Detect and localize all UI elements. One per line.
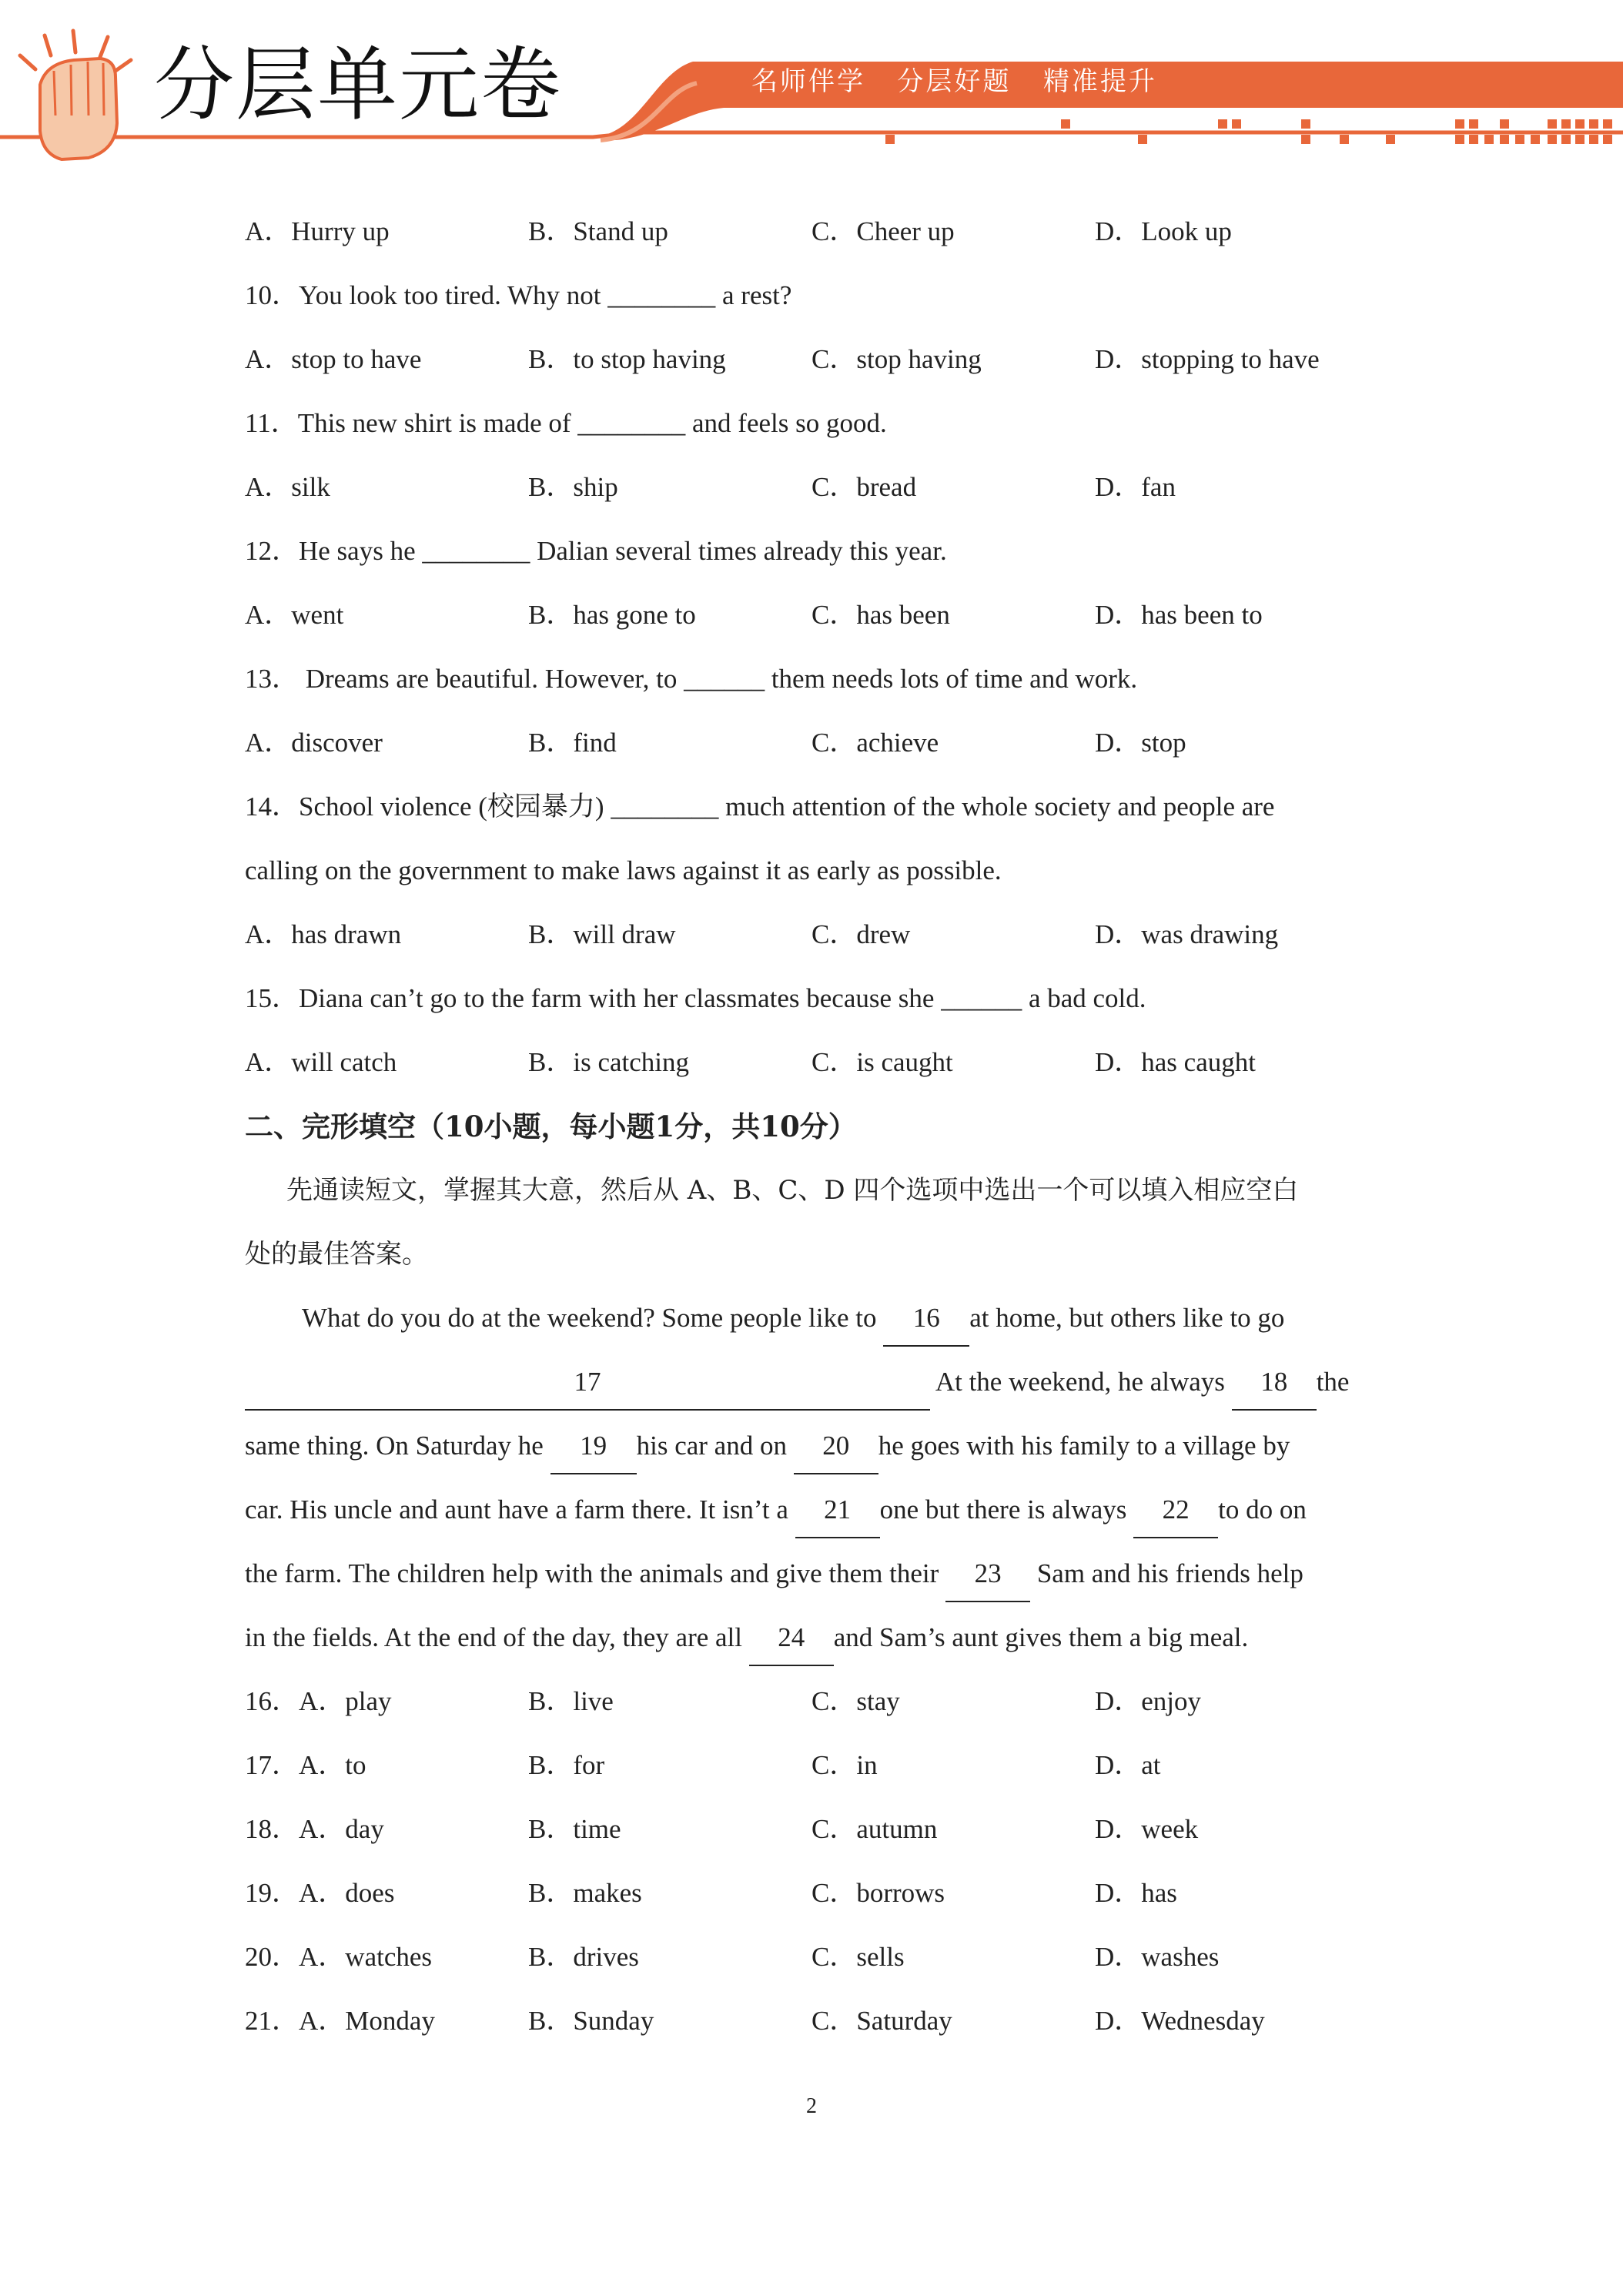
- option-b: B．Sunday: [528, 2006, 654, 2036]
- answer-blank: ________: [577, 408, 686, 438]
- option-a: [245, 1930, 528, 1994]
- option-a: A．has drawn: [245, 919, 402, 949]
- cloze-blank-22: 22: [1133, 1483, 1218, 1538]
- passage-text: one but there is always: [879, 1494, 1134, 1525]
- option-a: [245, 1675, 528, 1739]
- question-number: 18．: [245, 1814, 300, 1844]
- option-text: A．day: [299, 1814, 384, 1844]
- option-a: [245, 1802, 528, 1866]
- option-a: A．stop to have: [245, 344, 422, 374]
- option-c: C．Saturday: [812, 2006, 952, 2036]
- section-2-title: 二、完形填空（10小题，每小题1分，共10分）: [245, 1110, 857, 1143]
- brand-title: 分层单元卷: [154, 38, 563, 132]
- question-number: 21．: [245, 2006, 300, 2036]
- question-15: [245, 972, 1384, 1036]
- passage-line-2: [245, 1355, 1384, 1419]
- question-number: 19．: [245, 1878, 300, 1908]
- question-number: 17．: [245, 1750, 300, 1780]
- option-c: C．bread: [812, 472, 917, 502]
- question-text: 13． Dreams are beautiful. However, to: [245, 664, 684, 694]
- passage-text: the: [1316, 1367, 1350, 1397]
- section-2-instruction-cont: 处的最佳答案。: [245, 1239, 428, 1270]
- question-number: 20．: [245, 1942, 300, 1972]
- option-d: D．week: [1095, 1814, 1199, 1844]
- question-14-line2: calling on the government to make laws against it as early as possible.: [245, 855, 1002, 885]
- option-c: C．drew: [812, 919, 911, 949]
- option-text: A．does: [299, 1878, 395, 1908]
- question-text: and feels so good.: [685, 408, 887, 438]
- option-c: C．Cheer up: [812, 216, 955, 246]
- question-text: 11．This new shirt is made of: [245, 408, 578, 438]
- header-slogan: 名师伴学 分层好题 精准提升: [751, 66, 1157, 97]
- option-d: D．has been to: [1095, 600, 1263, 630]
- option-a: A．discover: [245, 728, 383, 758]
- passage-text: at home, but others like to go: [969, 1303, 1285, 1333]
- option-text: A．to: [299, 1750, 366, 1780]
- option-a: A．went: [245, 600, 344, 630]
- option-b: B．will draw: [528, 919, 676, 949]
- option-d: D．stopping to have: [1095, 344, 1320, 374]
- question-15-options: [245, 1036, 1384, 1099]
- answer-blank: ______: [684, 664, 765, 694]
- option-text: A．play: [299, 1686, 392, 1716]
- cloze-options-19: [245, 1866, 1384, 1930]
- option-d: D．Look up: [1095, 216, 1232, 246]
- option-b: B．drives: [528, 1942, 639, 1972]
- answer-blank: ________: [422, 536, 530, 566]
- option-b: B．for: [528, 1750, 605, 1780]
- passage-text: same thing. On Saturday he: [245, 1431, 550, 1461]
- option-c: C．sells: [812, 1942, 905, 1972]
- option-b: B．has gone to: [528, 600, 696, 630]
- question-text: 10．You look too tired. Why not: [245, 280, 608, 310]
- cloze-blank-24: 24: [749, 1611, 834, 1666]
- question-12-options: [245, 588, 1384, 652]
- section-2-instruction: 先通读短文，掌握其大意，然后从 A、B、C、D 四个选项中选出一个可以填入相应空白: [286, 1175, 1299, 1206]
- cloze-options-20: [245, 1930, 1384, 1994]
- answer-blank: ________: [607, 280, 716, 310]
- answer-blank: ________: [611, 792, 719, 822]
- option-b: B．find: [528, 728, 617, 758]
- option-b: B．Stand up: [528, 216, 668, 246]
- passage-line-1: [245, 1291, 1384, 1355]
- page-number: 2: [806, 2094, 817, 2118]
- page-content: [245, 205, 1384, 2058]
- question-number: 16．: [245, 1686, 300, 1716]
- option-d: D．has caught: [1095, 1047, 1256, 1077]
- option-d: D．washes: [1095, 1942, 1220, 1972]
- passage-text: At the weekend, he always: [930, 1367, 1232, 1397]
- option-b: B．to stop having: [528, 344, 726, 374]
- question-text: a bad cold.: [1022, 983, 1146, 1013]
- option-c: C．stay: [812, 1686, 900, 1716]
- cloze-blank-17: 17: [245, 1355, 930, 1411]
- option-b: B．live: [528, 1686, 614, 1716]
- option-b: B．is catching: [528, 1047, 689, 1077]
- question-14: [245, 780, 1384, 844]
- answer-blank: ______: [941, 983, 1022, 1013]
- passage-line-3: [245, 1419, 1384, 1483]
- question-9-options: [245, 205, 1384, 269]
- question-text: Dalian several times already this year.: [530, 536, 947, 566]
- option-c: C．stop having: [812, 344, 982, 374]
- question-12: [245, 524, 1384, 588]
- option-c: C．achieve: [812, 728, 939, 758]
- question-13-options: [245, 716, 1384, 780]
- option-text: A．watches: [299, 1942, 433, 1972]
- passage-text: his car and on: [636, 1431, 794, 1461]
- option-d: D．Wednesday: [1095, 2006, 1265, 2036]
- passage-text: to do on: [1218, 1494, 1307, 1525]
- option-c: C．has been: [812, 600, 950, 630]
- option-b: B．makes: [528, 1878, 642, 1908]
- option-d: D．at: [1095, 1750, 1161, 1780]
- passage-text: he goes with his family to a village by: [878, 1431, 1290, 1461]
- option-c: C．autumn: [812, 1814, 938, 1844]
- option-d: D．fan: [1095, 472, 1176, 502]
- question-text: much attention of the whole society and people are: [718, 792, 1275, 822]
- option-b: B．time: [528, 1814, 621, 1844]
- passage-line-4: [245, 1483, 1384, 1547]
- passage-text: in the fields. At the end of the day, they are all: [245, 1622, 749, 1652]
- question-text: a rest?: [715, 280, 792, 310]
- question-text: 14．School violence (校园暴力): [245, 792, 611, 822]
- option-text: A．Monday: [299, 2006, 435, 2036]
- option-d: D．stop: [1095, 728, 1186, 758]
- option-b: B．ship: [528, 472, 618, 502]
- option-d: D．was drawing: [1095, 919, 1279, 949]
- question-13: [245, 652, 1384, 716]
- question-text: them needs lots of time and work.: [765, 664, 1138, 694]
- cloze-options-18: [245, 1802, 1384, 1866]
- option-a: [245, 1866, 528, 1930]
- option-c: C．in: [812, 1750, 878, 1780]
- cloze-blank-19: 19: [550, 1419, 637, 1474]
- passage-text: Sam and his friends help: [1030, 1558, 1303, 1588]
- question-10: [245, 269, 1384, 333]
- question-14-options: [245, 908, 1384, 972]
- option-a: [245, 1994, 528, 2058]
- passage-text: car. His uncle and aunt have a farm there. It isn’t a: [245, 1494, 795, 1525]
- question-text: 12．He says he: [245, 536, 423, 566]
- cloze-options-21: [245, 1994, 1384, 2058]
- cloze-options-17: [245, 1739, 1384, 1802]
- option-a: A．silk: [245, 472, 330, 502]
- cloze-blank-21: 21: [795, 1483, 880, 1538]
- question-text: 15．Diana can’t go to the farm with her classmates because she: [245, 983, 942, 1013]
- option-a: [245, 1739, 528, 1802]
- fist-icon: [20, 31, 131, 159]
- page-header: [0, 0, 1623, 166]
- cloze-blank-18: 18: [1232, 1355, 1317, 1411]
- passage-text: and Sam’s aunt gives them a big meal.: [833, 1622, 1249, 1652]
- cloze-blank-20: 20: [794, 1419, 878, 1474]
- option-a: A．Hurry up: [245, 216, 390, 246]
- cloze-blank-23: 23: [945, 1547, 1030, 1602]
- option-d: D．has: [1095, 1878, 1177, 1908]
- cloze-options-16: [245, 1675, 1384, 1739]
- question-11: [245, 397, 1384, 460]
- question-11-options: [245, 460, 1384, 524]
- passage-line-6: [245, 1611, 1384, 1675]
- passage-text: the farm. The children help with the animals and give them their: [245, 1558, 946, 1588]
- option-a: A．will catch: [245, 1047, 397, 1077]
- passage-line-5: [245, 1547, 1384, 1611]
- question-10-options: [245, 333, 1384, 397]
- option-d: D．enjoy: [1095, 1686, 1202, 1716]
- cloze-blank-16: 16: [883, 1291, 969, 1347]
- passage-text: What do you do at the weekend? Some people like to: [302, 1303, 884, 1333]
- option-c: C．is caught: [812, 1047, 953, 1077]
- option-c: C．borrows: [812, 1878, 945, 1908]
